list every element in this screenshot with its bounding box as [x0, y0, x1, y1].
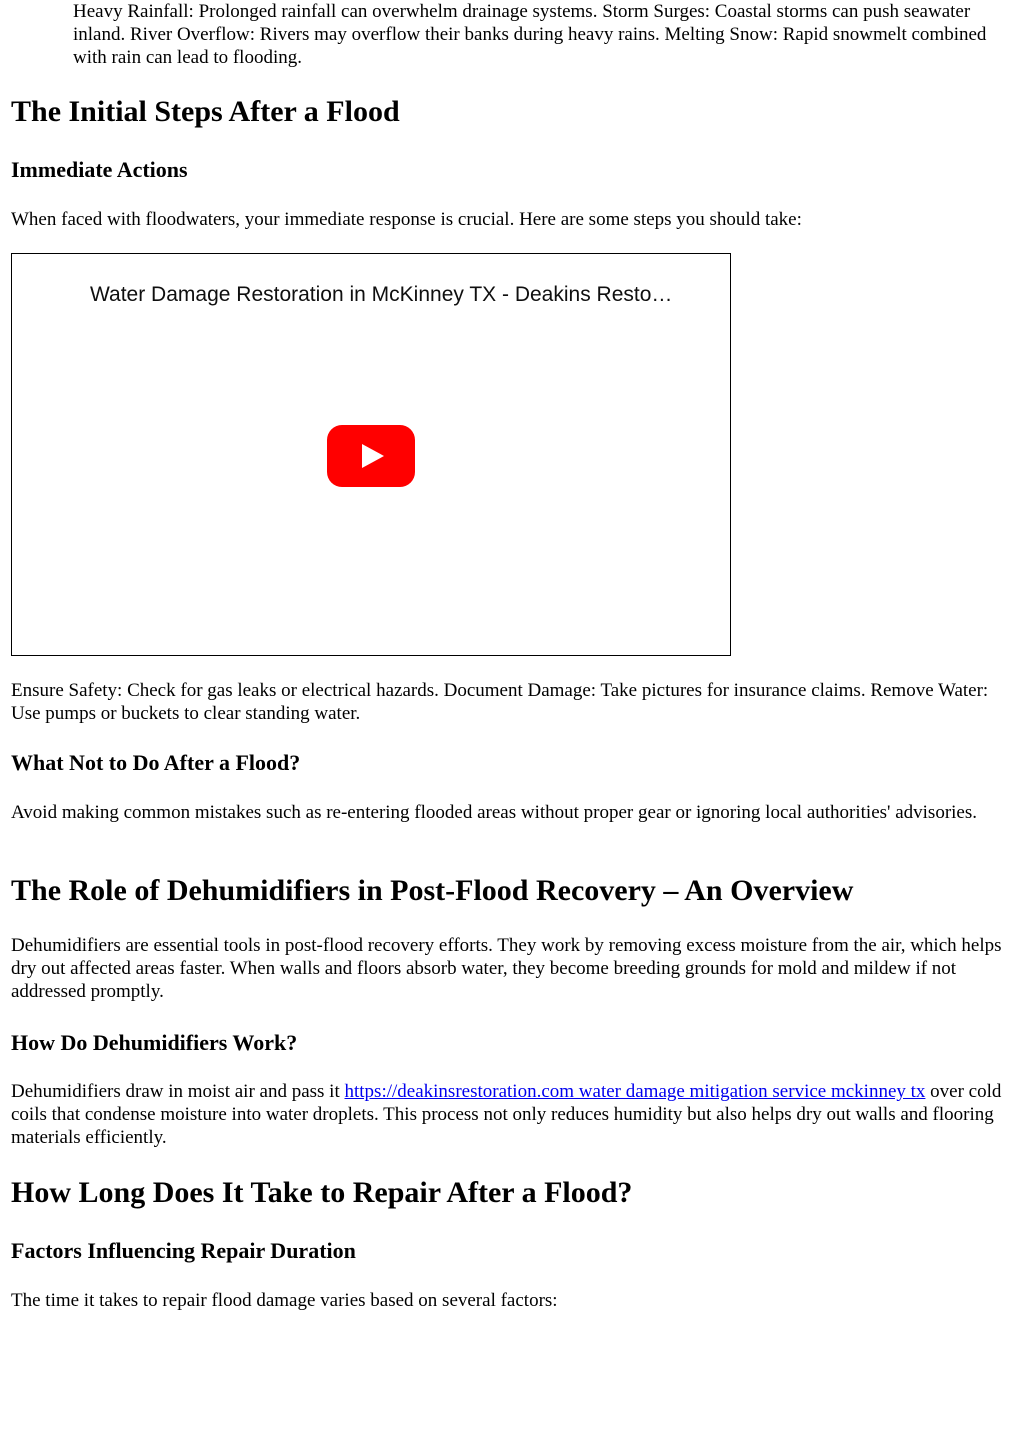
- heading-initial-steps: The Initial Steps After a Flood: [11, 95, 400, 128]
- how-text-after: over cold coils that condense moisture into water droplets. This process not only reduces humidity but also helps dry out walls and flooring materials efficiently.: [11, 1081, 1002, 1148]
- subheading-how-dehumidifiers-work: How Do Dehumidifiers Work?: [11, 1030, 298, 1055]
- video-title[interactable]: Water Damage Restoration in McKinney TX - Deakins Resto…: [90, 283, 673, 306]
- subheading-factors: Factors Influencing Repair Duration: [11, 1238, 356, 1263]
- youtube-play-icon[interactable]: [327, 425, 415, 487]
- heading-repair-duration: How Long Does It Take to Repair After a Flood?: [11, 1176, 633, 1209]
- subheading-what-not-to-do: What Not to Do After a Flood?: [11, 750, 301, 775]
- dehumidifiers-intro-text: Dehumidifiers are essential tools in post-flood recovery efforts. They work by removing excess moisture from the air, which helps dry out affected areas faster. When walls and floors absorb water, they become breeding grounds for mold and mildew if not addressed promptly.: [11, 935, 1002, 1002]
- what-not-to-do-text: Avoid making common mistakes such as re-entering flooded areas without proper gear or ignoring local authorities' advisories.: [11, 802, 978, 823]
- how-dehumidifiers-work-text: [11, 1080, 1014, 1149]
- immediate-actions-text: When faced with floodwaters, your immediate response is crucial. Here are some steps you should take:: [11, 209, 802, 230]
- intro-paragraph: Heavy Rainfall: Prolonged rainfall can overwhelm drainage systems. Storm Surges: Coastal storms can push seawater inland. River Overflow: Rivers may overflow their banks during heavy rains. Melting Snow: Rapid snowmelt combined with rain can lead to flooding.: [73, 1, 987, 68]
- heading-dehumidifiers: The Role of Dehumidifiers in Post-Flood Recovery – An Overview: [11, 874, 854, 907]
- deakins-restoration-link[interactable]: https://deakinsrestoration.com water damage mitigation service mckinney tx: [344, 1081, 926, 1102]
- factors-text: The time it takes to repair flood damage varies based on several factors:: [11, 1290, 558, 1311]
- how-text-before: Dehumidifiers draw in moist air and pass it: [11, 1081, 345, 1102]
- subheading-immediate-actions: Immediate Actions: [11, 157, 188, 182]
- safety-steps-text: Ensure Safety: Check for gas leaks or electrical hazards. Document Damage: Take pictures for insurance claims. Remove Water: Use pumps or buckets to clear standing water.: [11, 680, 989, 724]
